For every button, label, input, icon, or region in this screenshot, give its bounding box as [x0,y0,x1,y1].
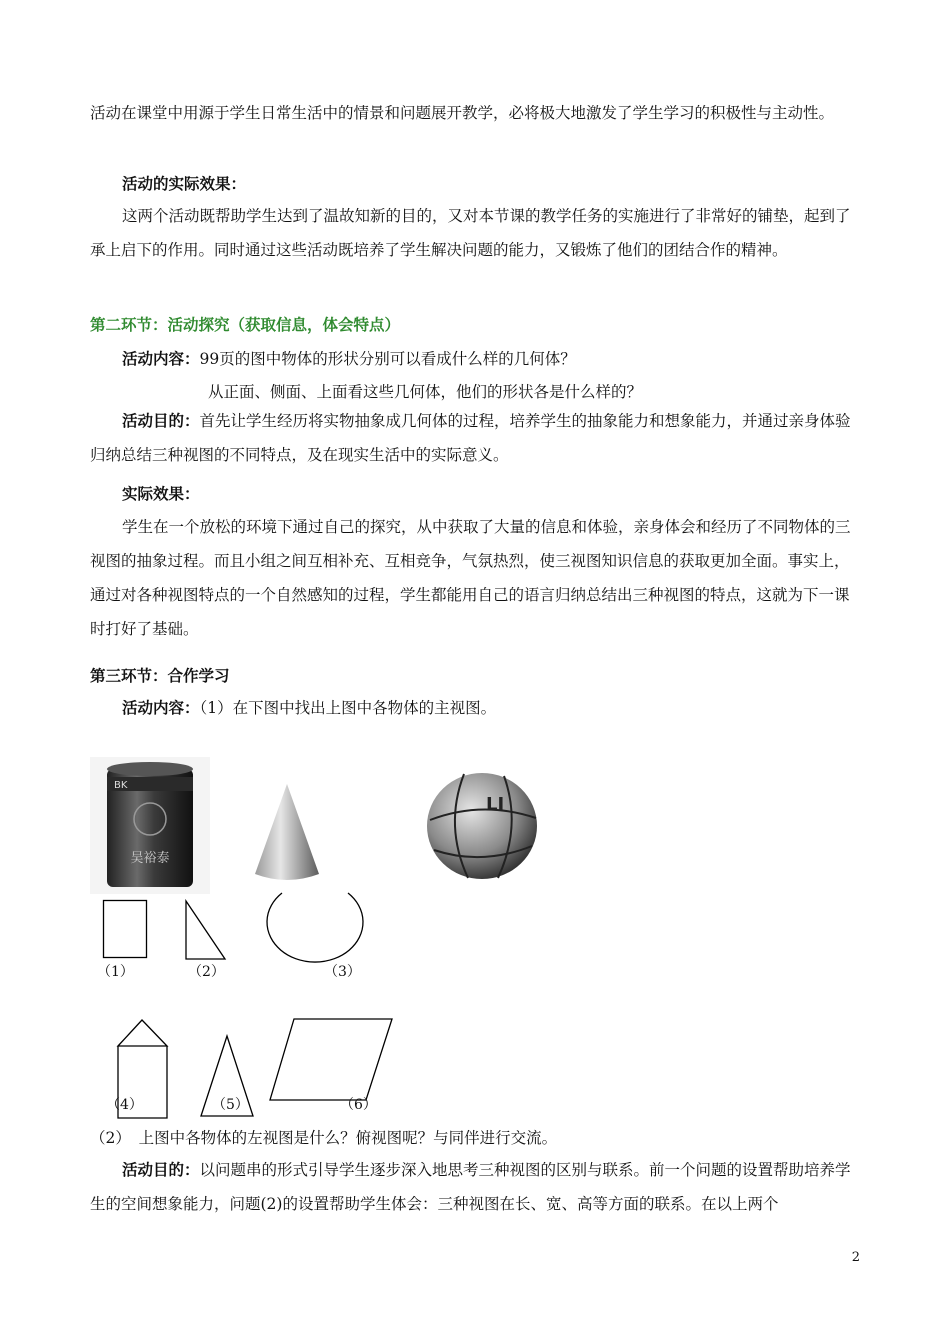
shape-label-4: （4） [106,1097,143,1113]
intro-paragraph: 活动在课堂中用源于学生日常生活中的情景和问题展开教学，必将极大地激发了学生学习的积极性与主动性。 [90,104,835,122]
basketball-image [424,770,540,882]
content3-line [122,696,496,718]
question-2: （2） 上图中各物体的左视图是什么？俯视图呢？与同伴进行交流。 [90,1129,558,1147]
section2-title: 第二环节：活动探究（获取信息，体会特点） [90,316,401,334]
shape-1-rectangle [102,899,150,965]
content2-line [122,347,576,369]
tea-can-image [90,757,210,894]
cone-image [252,782,322,887]
purpose2-paragraph [90,404,860,472]
purpose3-text: 以问题串的形式引导学生逐步深入地思考三种视图的区别与联系。前一个问题的设置帮助培养学生的空间想象能力，问题(2)的设置帮助学生体会：三种视图在长、宽、高等方面的联系。在以上两个 [90,1161,851,1213]
can-label: 吴裕泰 [130,851,170,866]
purpose2-label: 活动目的： [122,412,200,430]
content2-label: 活动内容： [122,350,200,368]
purpose3-paragraph [90,1153,860,1221]
shape-label-1: （1） [97,964,134,980]
effect1-paragraph: 这两个活动既帮助学生达到了温故知新的目的，又对本节课的教学任务的实施进行了非常好的铺垫，起到了承上启下的作用。同时通过这些活动既培养了学生解决问题的能力，又锻炼了他们的团结合作的精神。 [90,207,851,259]
shape-2-right-triangle [183,899,229,965]
content2-line2: 从正面、侧面、上面看这些几何体，他们的形状各是什么样的？ [208,383,643,401]
purpose3-label: 活动目的： [122,1161,200,1179]
content3-label: 活动内容： [122,699,200,717]
content2-text: 99页的图中物体的形状分别可以看成什么样的几何体？ [199,350,576,368]
svg-text:BK: BK [114,780,128,791]
content3-text: （1）在下图中找出上图中各物体的主视图。 [199,699,497,717]
ball-label: LI [486,794,505,815]
shape-label-2: （2） [188,964,225,980]
shape-label-3: （3） [324,964,361,980]
shape-label-5: （5） [212,1097,249,1113]
effect2-paragraph: 学生在一个放松的环境下通过自己的探究，从中获取了大量的信息和体验，亲身体会和经历了不同物体的三视图的抽象过程。而且小组之间互相补充、互相竞争，气氛热烈，使三视图知识信息的获取更加全面。事实上，通过对各种视图特点的一个自然感知的过程，学生都能用自己的语言归纳总结出三种视图的特点，这就为下一课时打好了基础。 [90,518,851,638]
purpose2-text: 首先让学生经历将实物抽象成几何体的过程，培养学生的抽象能力和想象能力，并通过亲身体验归纳总结三种视图的不同特点，及在现实生活中的实际意义。 [90,412,851,464]
shape-label-6: （6） [340,1097,377,1113]
section3-title: 第三环节：合作学习 [90,667,230,685]
effect2-heading: 实际效果： [122,485,200,503]
page-number: 2 [851,1250,860,1265]
effect1-heading: 活动的实际效果： [122,175,247,193]
